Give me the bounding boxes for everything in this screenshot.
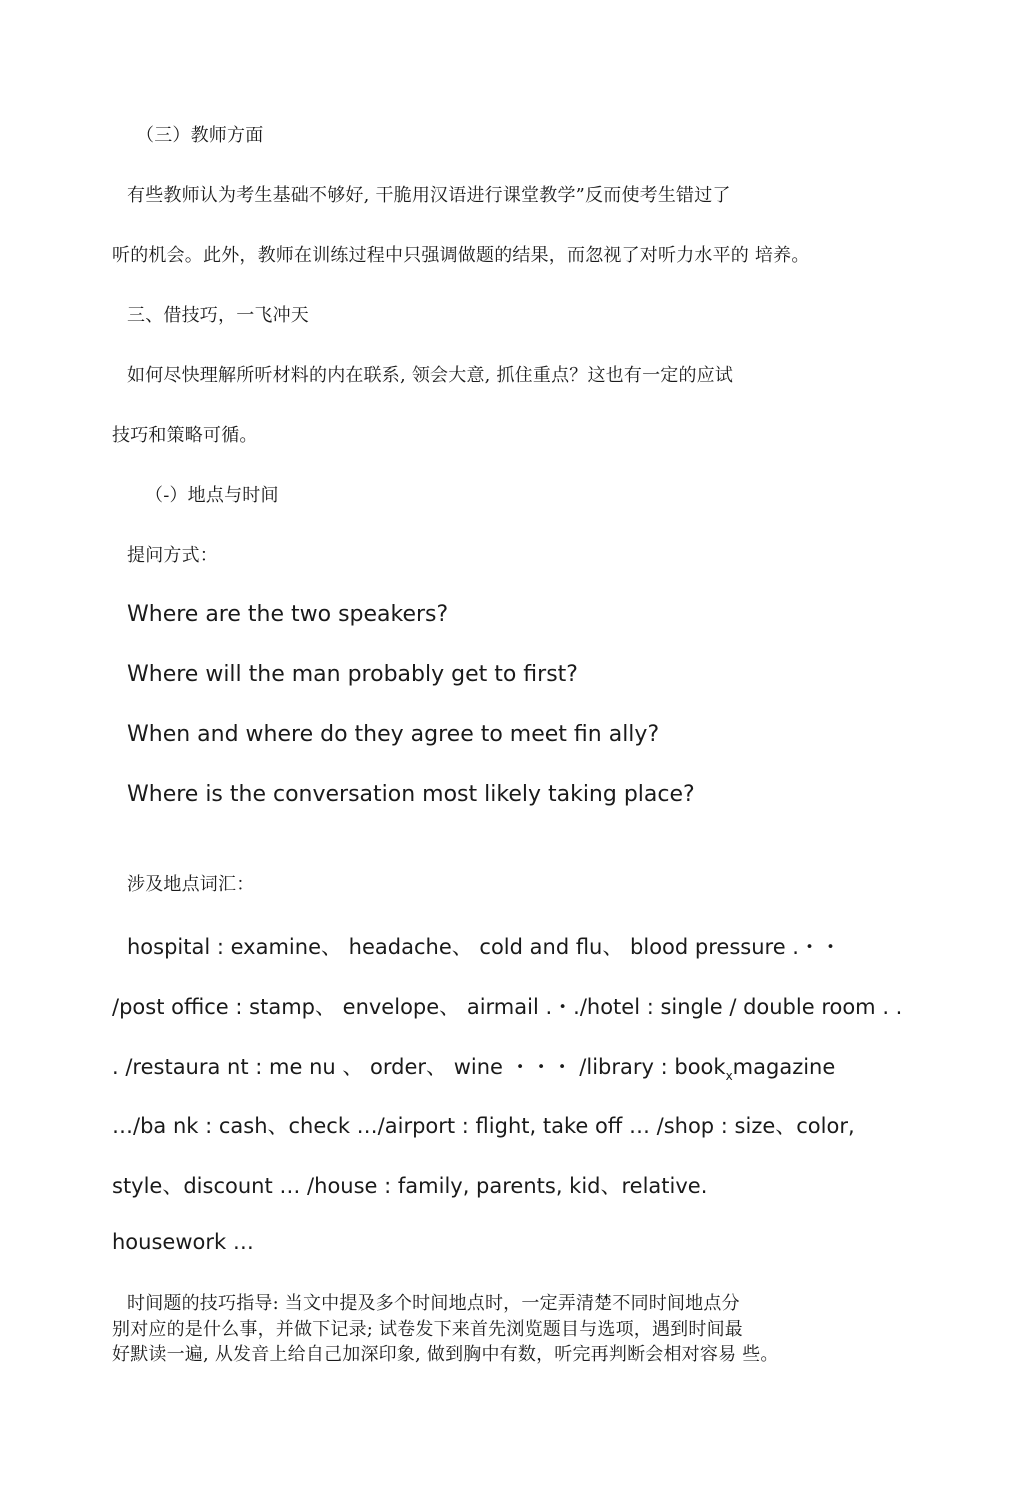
- question-item: Where is the conversation most likely taking place?: [127, 782, 695, 807]
- vocab-line: …/ba nk : cash、check …/airport : flight, take off … /shop : size、color,: [112, 1114, 855, 1138]
- question-item: Where will the man probably get to first?: [127, 662, 578, 687]
- vocab-line: [112, 1051, 835, 1083]
- teacher-paragraph-line-2: 听的机会。此外，教师在训练过程中只强调做题的结果，而忽视了对听力水平的 培养。: [112, 245, 810, 266]
- section-three-title: 三、借技巧，一飞冲天: [127, 305, 309, 326]
- question-item: When and where do they agree to meet fin ally?: [127, 722, 660, 747]
- vocab-label: 涉及地点词汇：: [127, 874, 255, 895]
- vocab-line: style、discount … /house : family, parents, kid、relative.: [112, 1174, 708, 1198]
- subsection-place-time: （-）地点与时间: [145, 485, 279, 506]
- intro-paragraph-line-2: 技巧和策略可循。: [112, 425, 258, 446]
- question-form-label: 提问方式：: [127, 545, 218, 566]
- tips-line: 时间题的技巧指导: 当文中提及多个时间地点时，一定弄清楚不同时间地点分: [127, 1293, 740, 1314]
- intro-paragraph-line-1: 如何尽快理解所听材料的内在联系, 领会大意, 抓住重点？这也有一定的应试: [127, 365, 734, 386]
- vocab-line: housework …: [112, 1230, 254, 1254]
- question-item: Where are the two speakers?: [127, 602, 449, 627]
- tips-line: 好默读一遍, 从发音上给自己加深印象, 做到胸中有数，听完再判断会相对容易 些。: [112, 1344, 779, 1365]
- vocab-line-text: . /restaura nt : me nu 、 order、 wine ・・・ /library : book: [112, 1055, 726, 1079]
- vocab-subscript: x: [725, 1069, 733, 1083]
- section-heading-teacher: （三）教师方面: [136, 125, 264, 146]
- vocab-line-tail: magazine: [732, 1055, 836, 1079]
- vocab-line: /post office : stamp、 envelope、 airmail .・./hotel : single / double room . .: [112, 995, 903, 1019]
- tips-line: 别对应的是什么事，并做下记录; 试卷发下来首先浏览题目与选项，遇到时间最: [112, 1319, 743, 1340]
- teacher-paragraph-line-1: 有些教师认为考生基础不够好, 干脆用汉语进行课堂教学”反而使考生错过了: [127, 185, 731, 206]
- vocab-line: hospital : examine、 headache、 cold and flu、 blood pressure .・・: [127, 935, 841, 959]
